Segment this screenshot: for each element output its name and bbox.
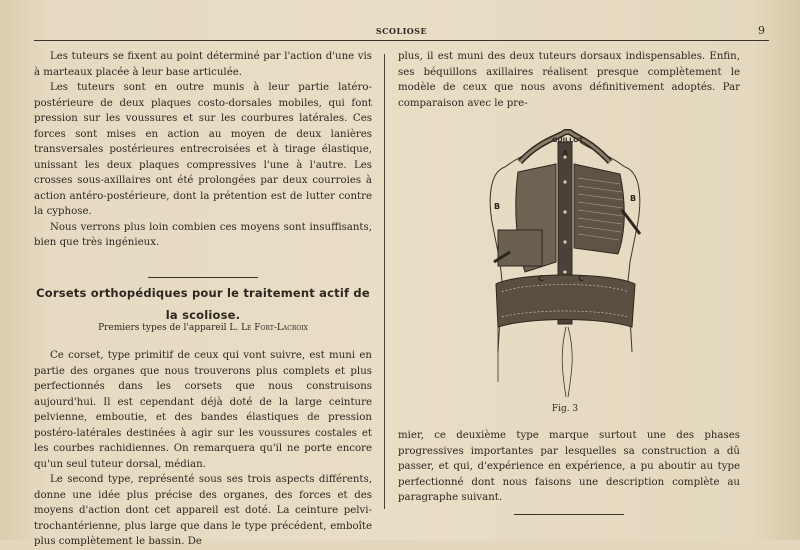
- page-header: [34, 26, 769, 41]
- column-divider: [384, 54, 385, 509]
- label-b-right: B: [630, 194, 637, 203]
- left-column-bottom: [34, 348, 372, 550]
- paragraph: plus, il est muni des deux tuteurs dorsaux indispensables. Enfin, ses béquillons axillaires réalisent presque complètement le modèle de ceux que nous avons définitivement adoptés. Par comparaison avec le pre-: [398, 51, 740, 109]
- right-column-bottom: [398, 428, 740, 515]
- left-column-top: [34, 49, 372, 278]
- maker-label: GUILLOT: [552, 136, 584, 144]
- figure-caption: Fig. 3: [551, 404, 579, 414]
- label-c-left: C: [538, 274, 544, 283]
- section-title: Corsets orthopédiques pour le traitement actif de la scoliose.: [36, 286, 370, 322]
- paragraph: Le second type, représenté sous ses trois aspects différents, donne une idée plus précise des organes, des forces et des moyens d'action dont cet appareil est doté. La ceinture pelvi-trochantérienne, plus large que dans le type précédent, emboîte plus complètement le bassin. De: [34, 474, 372, 547]
- page-number: 9: [758, 24, 765, 37]
- subtitle-text: Premiers types de l'appareil L.: [98, 323, 239, 333]
- paragraph: Les tuteurs se fixent au point déterminé par l'action d'une vis à marteaux placée à leur base articulée.: [34, 51, 372, 78]
- bottom-separator: [514, 514, 624, 515]
- corset-illustration: [480, 112, 650, 402]
- right-column-top: [398, 49, 740, 111]
- paragraph: mier, ce deuxième type marque surtout une des phases progressives importantes par lesquelles sa construction a dû passer, et qui, d'expérience en expérience, a pu aboutir au type perfectionné dont nous faisons une description complète au paragraphe suivant.: [398, 430, 740, 503]
- running-head: SCOLIOSE: [375, 26, 428, 36]
- label-b-left: B: [494, 202, 501, 211]
- subtitle-author: Le Fort-Lacroix: [241, 323, 308, 333]
- section-separator: [148, 277, 258, 278]
- label-a: A: [562, 149, 569, 158]
- paragraph: Les tuteurs sont en outre munis à leur partie latéro-postérieure de deux plaques costo-dorsales mobiles, qui font pression sur les voussures et sur les courbures latérales. Ces forces sont mises en action au moyen de deux lanières transversales postérieures entrecroisées et à tirage élastique, unissant les deux plaques compressives l'une à l'autre. Les crosses sous-axillaires ont été prolongées par deux courroies à action antéro-postérieure, dont la prétention est de lutter contre la cyphose.: [34, 82, 372, 217]
- section-subtitle: [34, 323, 372, 333]
- label-c-right: C: [578, 274, 584, 283]
- paragraph: Ce corset, type primitif de ceux qui vont suivre, est muni en partie des organes que nous trouverons plus complets et plus perfectionnés dans les corsets que nous construisons aujourd'hui. Il est cependant déjà doté de la large ceinture pelvienne, emboutie, et des bandes élastiques de pression postéro-latérales destinées à agir sur les voussures costales et les courbes rachidiennes. On remarquera qu'il ne porte encore qu'un seul tuteur dorsal, médian.: [34, 350, 372, 470]
- paragraph: Nous verrons plus loin combien ces moyens sont insuffisants, bien que très ingénieux.: [34, 221, 372, 248]
